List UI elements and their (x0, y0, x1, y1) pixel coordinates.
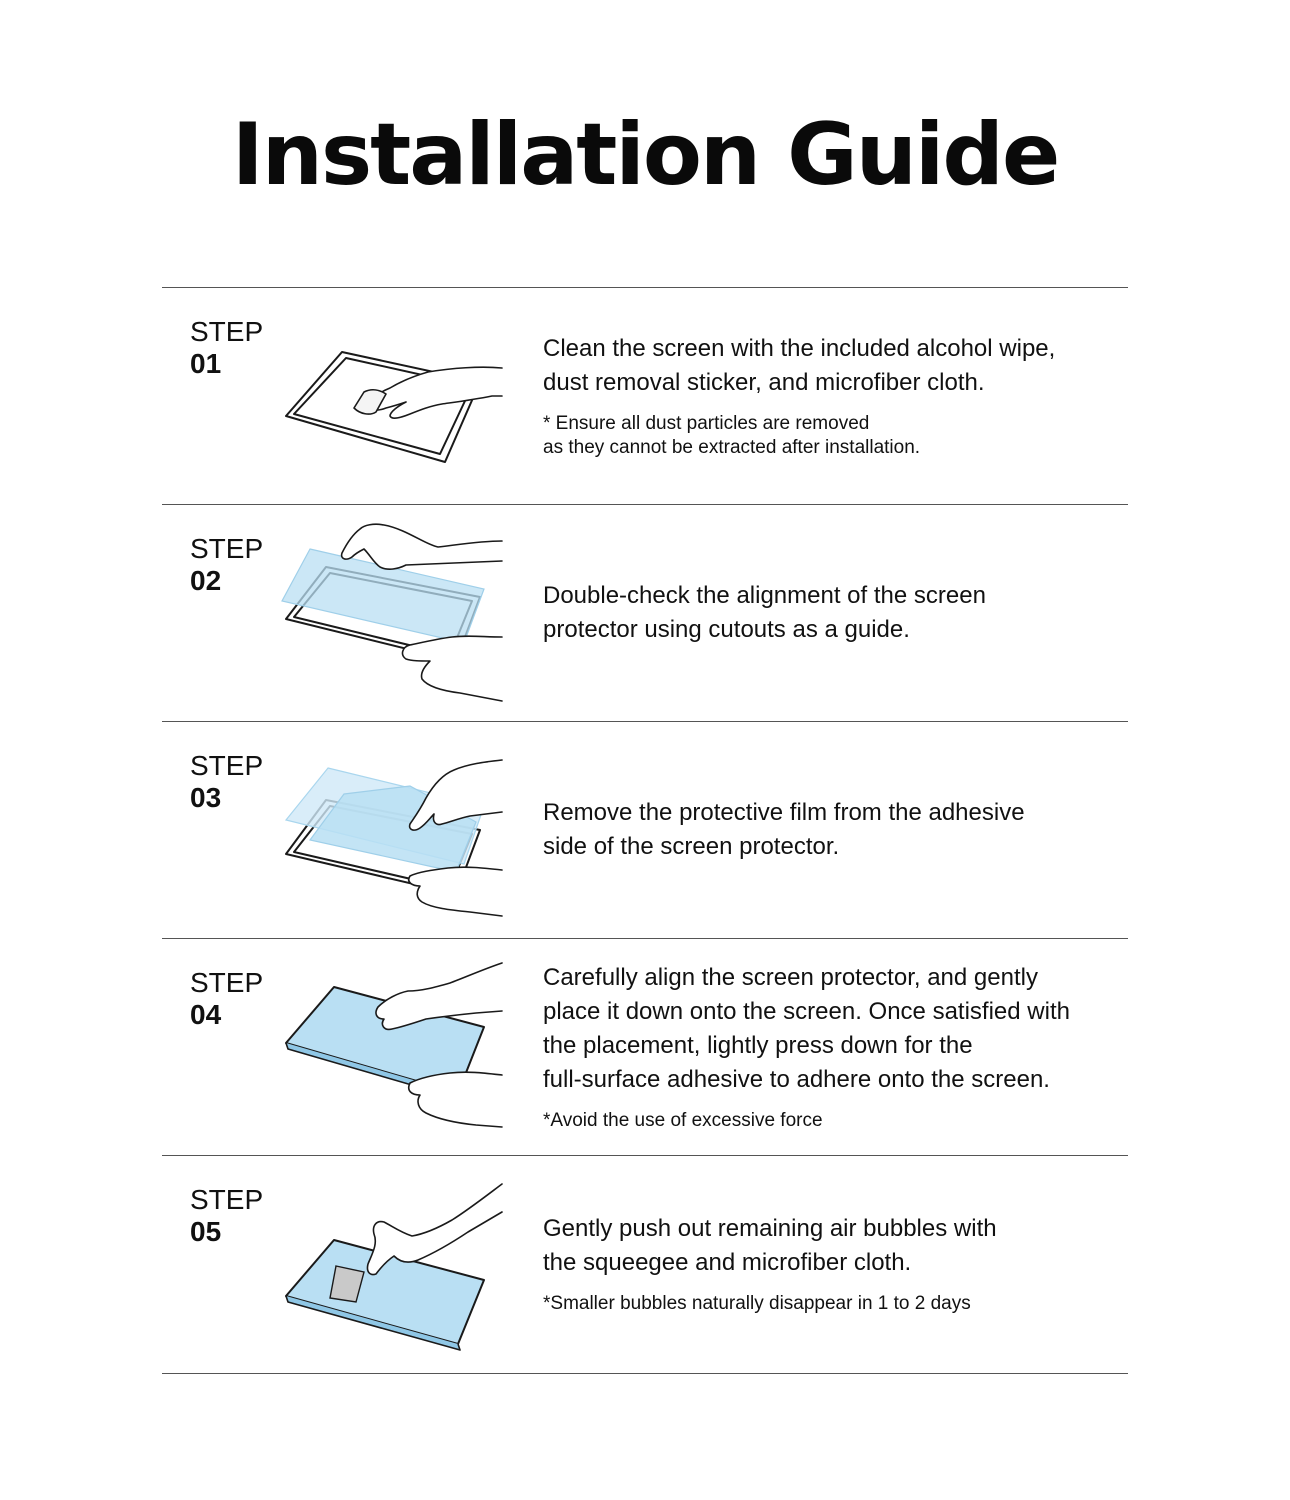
step-number: 04 (190, 999, 222, 1030)
step-instruction: Double-check the alignment of the screen protector using cutouts as a guide. (543, 582, 986, 643)
step-number: 05 (190, 1216, 222, 1247)
step-note: *Smaller bubbles naturally disappear in 1 to 2 days (543, 1293, 971, 1314)
step-1-text (543, 288, 1123, 504)
step-word: STEP (190, 750, 264, 781)
step-5-text (543, 1156, 1123, 1372)
step-label (190, 533, 280, 597)
step-note: *Avoid the use of excessive force (543, 1110, 823, 1131)
step-instruction: Clean the screen with the included alcohol wipe, dust removal sticker, and microfiber cloth. (543, 335, 1056, 396)
step-4-text (543, 939, 1123, 1155)
steps-list (162, 287, 1128, 1374)
squeegee-illustration (280, 1156, 510, 1372)
step-word: STEP (190, 1184, 264, 1215)
step-3-text (543, 722, 1123, 938)
step-5 (162, 1155, 1128, 1374)
tablet-wipe-illustration (280, 288, 510, 504)
step-3 (162, 721, 1128, 938)
step-1 (162, 287, 1128, 504)
step-2-text (543, 505, 1123, 721)
place-protector-illustration (280, 939, 510, 1155)
step-3-illustration (280, 722, 510, 938)
step-number: 02 (190, 565, 222, 596)
step-2-illustration (280, 505, 510, 721)
step-4 (162, 938, 1128, 1155)
step-instruction: Gently push out remaining air bubbles with the squeegee and microfiber cloth. (543, 1215, 997, 1276)
step-instruction: Remove the protective film from the adhesive side of the screen protector. (543, 799, 1025, 860)
step-4-illustration (280, 939, 510, 1155)
step-instruction: Carefully align the screen protector, and gently place it down onto the screen. Once satisfied with the placement, lightly press down for the full-surface adhesive to adhere onto the screen. (543, 964, 1070, 1093)
step-note: * Ensure all dust particles are removed as they cannot be extracted after installation. (543, 413, 921, 458)
step-number: 01 (190, 348, 222, 379)
hand-icon (367, 1184, 502, 1275)
step-number: 03 (190, 782, 222, 813)
step-5-illustration (280, 1156, 510, 1372)
step-1-illustration (280, 288, 510, 504)
step-2 (162, 504, 1128, 721)
page-title: Installation Guide (231, 105, 1059, 205)
step-word: STEP (190, 316, 264, 347)
step-word: STEP (190, 533, 264, 564)
step-label (190, 1184, 280, 1248)
step-label (190, 316, 280, 380)
step-label (190, 967, 280, 1031)
step-word: STEP (190, 967, 264, 998)
alignment-illustration (280, 505, 510, 721)
step-label (190, 750, 280, 814)
peel-film-illustration (280, 722, 510, 938)
